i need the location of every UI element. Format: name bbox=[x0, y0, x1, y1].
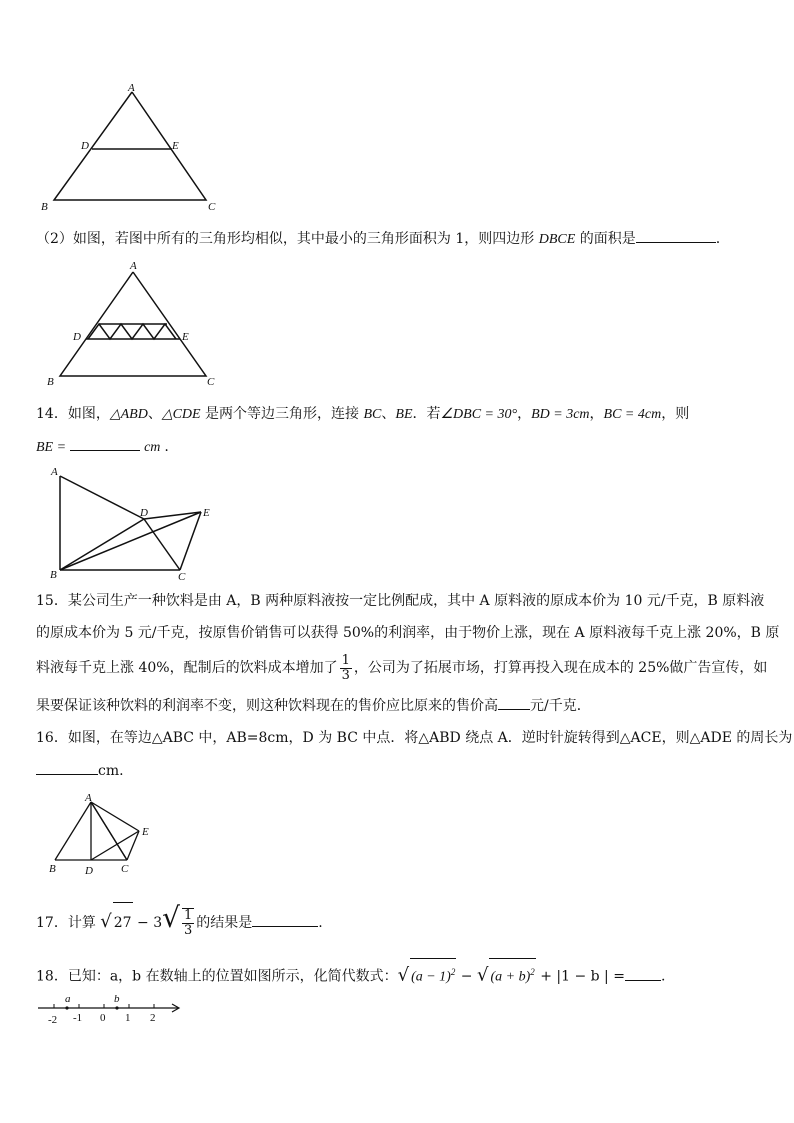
fraction-one-third bbox=[182, 908, 194, 938]
sqrt-sign: √ bbox=[476, 964, 489, 986]
q17-text: 17．计算 bbox=[36, 915, 101, 931]
bc-value: BC = 4cm bbox=[603, 407, 662, 422]
label-C: C bbox=[208, 201, 216, 213]
tick-label: -2 bbox=[48, 1014, 58, 1026]
end-mark: . bbox=[660, 968, 666, 985]
end-mark: . bbox=[715, 231, 721, 247]
answer-blank[interactable] bbox=[498, 695, 530, 710]
question-13-2 bbox=[36, 228, 766, 250]
q15-text-3b: ，公司为了拓展市场，打算再投入现在成本的 25%做广告宣传，如 bbox=[353, 660, 768, 676]
point-b bbox=[115, 1006, 118, 1009]
q15-text-4b: 元/千克． bbox=[530, 698, 591, 714]
angle-dbc: ∠DBC = 30° bbox=[440, 407, 518, 422]
label-D: D bbox=[81, 140, 89, 152]
end-mark: . bbox=[318, 915, 323, 931]
question-16-line-2 bbox=[36, 760, 766, 781]
label-D: D bbox=[85, 865, 93, 877]
question-17 bbox=[36, 898, 766, 938]
question-15-line-4 bbox=[36, 695, 766, 716]
then: ，则 bbox=[661, 406, 690, 422]
question-15-line-2: 的原成本价为 5 元/千克，按原售价销售可以获得 50%的利润率，由于物价上涨，现在 A 原料液每千克上涨 20%，B 原 bbox=[36, 625, 780, 641]
comma-2: ， bbox=[589, 406, 604, 422]
label-A: A bbox=[130, 260, 137, 272]
unit: cm. bbox=[98, 763, 124, 779]
fraction-one-third bbox=[340, 654, 352, 683]
label-B: B bbox=[41, 201, 48, 213]
bd-value: BD = 3cm bbox=[531, 407, 590, 422]
label-a: a bbox=[65, 993, 71, 1005]
answer-blank[interactable] bbox=[252, 912, 318, 927]
q13-2-mid: 的面积是 bbox=[575, 231, 636, 247]
radicand-1 bbox=[410, 958, 456, 991]
question-15-line-3 bbox=[36, 650, 766, 686]
sqrt-sign: √ bbox=[162, 901, 180, 934]
figure-13-2-triangle bbox=[36, 257, 226, 392]
exponent: 2 bbox=[530, 967, 535, 977]
triangle-abd: △ABD bbox=[109, 407, 148, 422]
quad-name: DBCE bbox=[538, 232, 576, 247]
sqrt-sign: √ bbox=[100, 911, 112, 932]
label-C: C bbox=[178, 571, 186, 582]
answer-blank[interactable] bbox=[625, 966, 661, 981]
label-D: D bbox=[73, 331, 81, 343]
q14-text: 14．如图， bbox=[36, 406, 110, 422]
question-16-line-1: 16．如图，在等边△ABC 中，AB=8cm，D 为 BC 中点．将△ABD 绕点 A．逆时针旋转得到△ACE，则△ADE 的周长为 bbox=[36, 730, 793, 746]
be-label: BE = bbox=[36, 440, 67, 455]
frac-num: 1 bbox=[183, 908, 193, 923]
q13-2-text: （2）如图，若图中所有的三角形均相似，其中最小的三角形面积为 1，则四边形 bbox=[36, 231, 539, 247]
minus-three: − 3 bbox=[132, 915, 163, 931]
term-a-minus-1: (a − 1) bbox=[411, 969, 451, 985]
q14-text-3: ．若 bbox=[412, 406, 441, 422]
question-14-line-1 bbox=[36, 404, 766, 425]
label-b: b bbox=[114, 993, 120, 1005]
comma: ， bbox=[517, 406, 532, 422]
question-18 bbox=[36, 958, 766, 984]
q15-text-4: 果要保证该种饮料的利润率不变，则这种饮料现在的售价应比原来的售价高 bbox=[36, 698, 498, 714]
frac-den: 3 bbox=[183, 923, 193, 938]
segment-bc: BC bbox=[363, 407, 382, 422]
unit: cm bbox=[144, 440, 161, 455]
frac-num: 1 bbox=[341, 652, 350, 668]
q18-text: 18．已知：a，b 在数轴上的位置如图所示，化简代数式： bbox=[36, 968, 398, 985]
abs-term: + |1 − b | = bbox=[535, 968, 625, 985]
figure-13-triangle bbox=[36, 80, 226, 215]
end-mark: . bbox=[164, 439, 169, 455]
term-a-plus-b: (a + b) bbox=[490, 969, 531, 985]
answer-blank[interactable] bbox=[70, 436, 140, 451]
point-a bbox=[65, 1006, 68, 1009]
figure-16 bbox=[45, 792, 165, 882]
segment-be: BE bbox=[395, 407, 413, 422]
label-C: C bbox=[121, 863, 129, 875]
frac-den: 3 bbox=[341, 667, 350, 683]
label-A: A bbox=[51, 466, 58, 478]
label-E: E bbox=[172, 140, 179, 152]
q15-text-3: 料液每千克上涨 40%，配制后的饮料成本增加了 bbox=[36, 660, 338, 676]
label-D: D bbox=[140, 507, 148, 519]
sep: 、 bbox=[147, 406, 162, 422]
number-line bbox=[34, 990, 194, 1030]
tick-label: 0 bbox=[100, 1012, 106, 1024]
label-A: A bbox=[85, 792, 92, 804]
answer-blank[interactable] bbox=[636, 228, 716, 243]
label-B: B bbox=[49, 863, 56, 875]
figure-14 bbox=[40, 462, 225, 582]
q14-text-2: 是两个等边三角形，连接 bbox=[200, 406, 364, 422]
sep-2: 、 bbox=[381, 406, 396, 422]
q17-suffix: 的结果是 bbox=[196, 915, 253, 931]
answer-blank[interactable] bbox=[36, 760, 98, 775]
label-E: E bbox=[142, 826, 149, 838]
tick-label: 1 bbox=[125, 1012, 131, 1024]
label-B: B bbox=[50, 569, 57, 581]
tick-label: 2 bbox=[150, 1012, 156, 1024]
tick-label: -1 bbox=[73, 1012, 83, 1024]
question-15-line-1: 15．某公司生产一种饮料是由 A，B 两种原料液按一定比例配成，其中 A 原料液的原成本价为 10 元/千克，B 原料液 bbox=[36, 593, 765, 609]
question-14-line-2 bbox=[36, 436, 766, 458]
label-E: E bbox=[182, 331, 189, 343]
label-B: B bbox=[47, 376, 54, 388]
label-E: E bbox=[203, 507, 210, 519]
radicand-27: 27 bbox=[113, 902, 133, 943]
sqrt-sign: √ bbox=[397, 964, 410, 986]
label-C: C bbox=[207, 376, 215, 388]
exponent: 2 bbox=[450, 967, 456, 977]
label-A: A bbox=[128, 82, 135, 94]
radicand-2 bbox=[489, 958, 535, 991]
minus: − bbox=[456, 968, 477, 985]
triangle-cde: △CDE bbox=[161, 407, 201, 422]
